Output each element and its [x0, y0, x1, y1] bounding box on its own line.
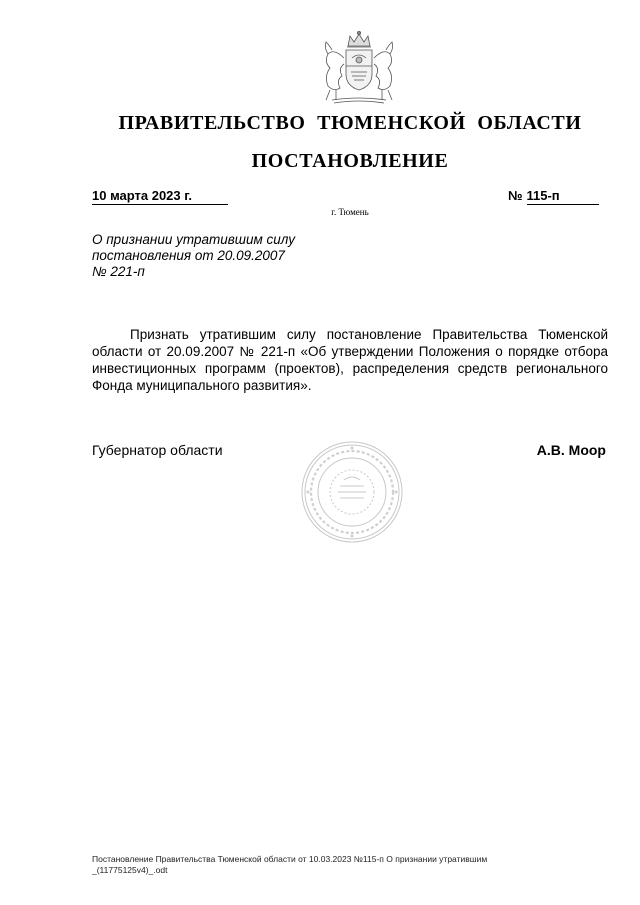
number-label: №	[508, 188, 523, 203]
signatory-name: А.В. Моор	[536, 442, 606, 458]
footer-line: _(11775125v4)_.odt	[92, 865, 168, 875]
document-date: 10 марта 2023 г.	[92, 188, 228, 205]
document-city: г. Тюмень	[331, 207, 369, 217]
number-value: 115-п	[527, 188, 599, 205]
subject-line: № 221-п	[92, 264, 145, 279]
document-footer	[92, 854, 572, 876]
document-subject	[92, 232, 332, 280]
document-number	[508, 188, 599, 205]
document-type-title: ПОСТАНОВЛЕНИЕ	[251, 150, 449, 172]
footer-line: Постановление Правительства Тюменской области от 10.03.2023 №115-п О признании утратившим	[92, 854, 488, 864]
subject-line: О признании утратившим силу	[92, 232, 295, 247]
government-title: ПРАВИТЕЛЬСТВО ТЮМЕНСКОЙ ОБЛАСТИ	[118, 112, 582, 134]
official-seal-icon	[300, 440, 404, 544]
resolution-body: Признать утратившим силу постановление Правительства Тюменской области от 20.09.2007 № 221-п «Об утверждении Положения о порядке отбора инвестиционных программ (проектов), распределения средств регионального Фонда муниципального развития».	[92, 327, 608, 393]
subject-line: постановления от 20.09.2007	[92, 248, 285, 263]
coat-of-arms-icon	[314, 28, 404, 106]
signatory-position: Губернатор области	[92, 442, 223, 458]
